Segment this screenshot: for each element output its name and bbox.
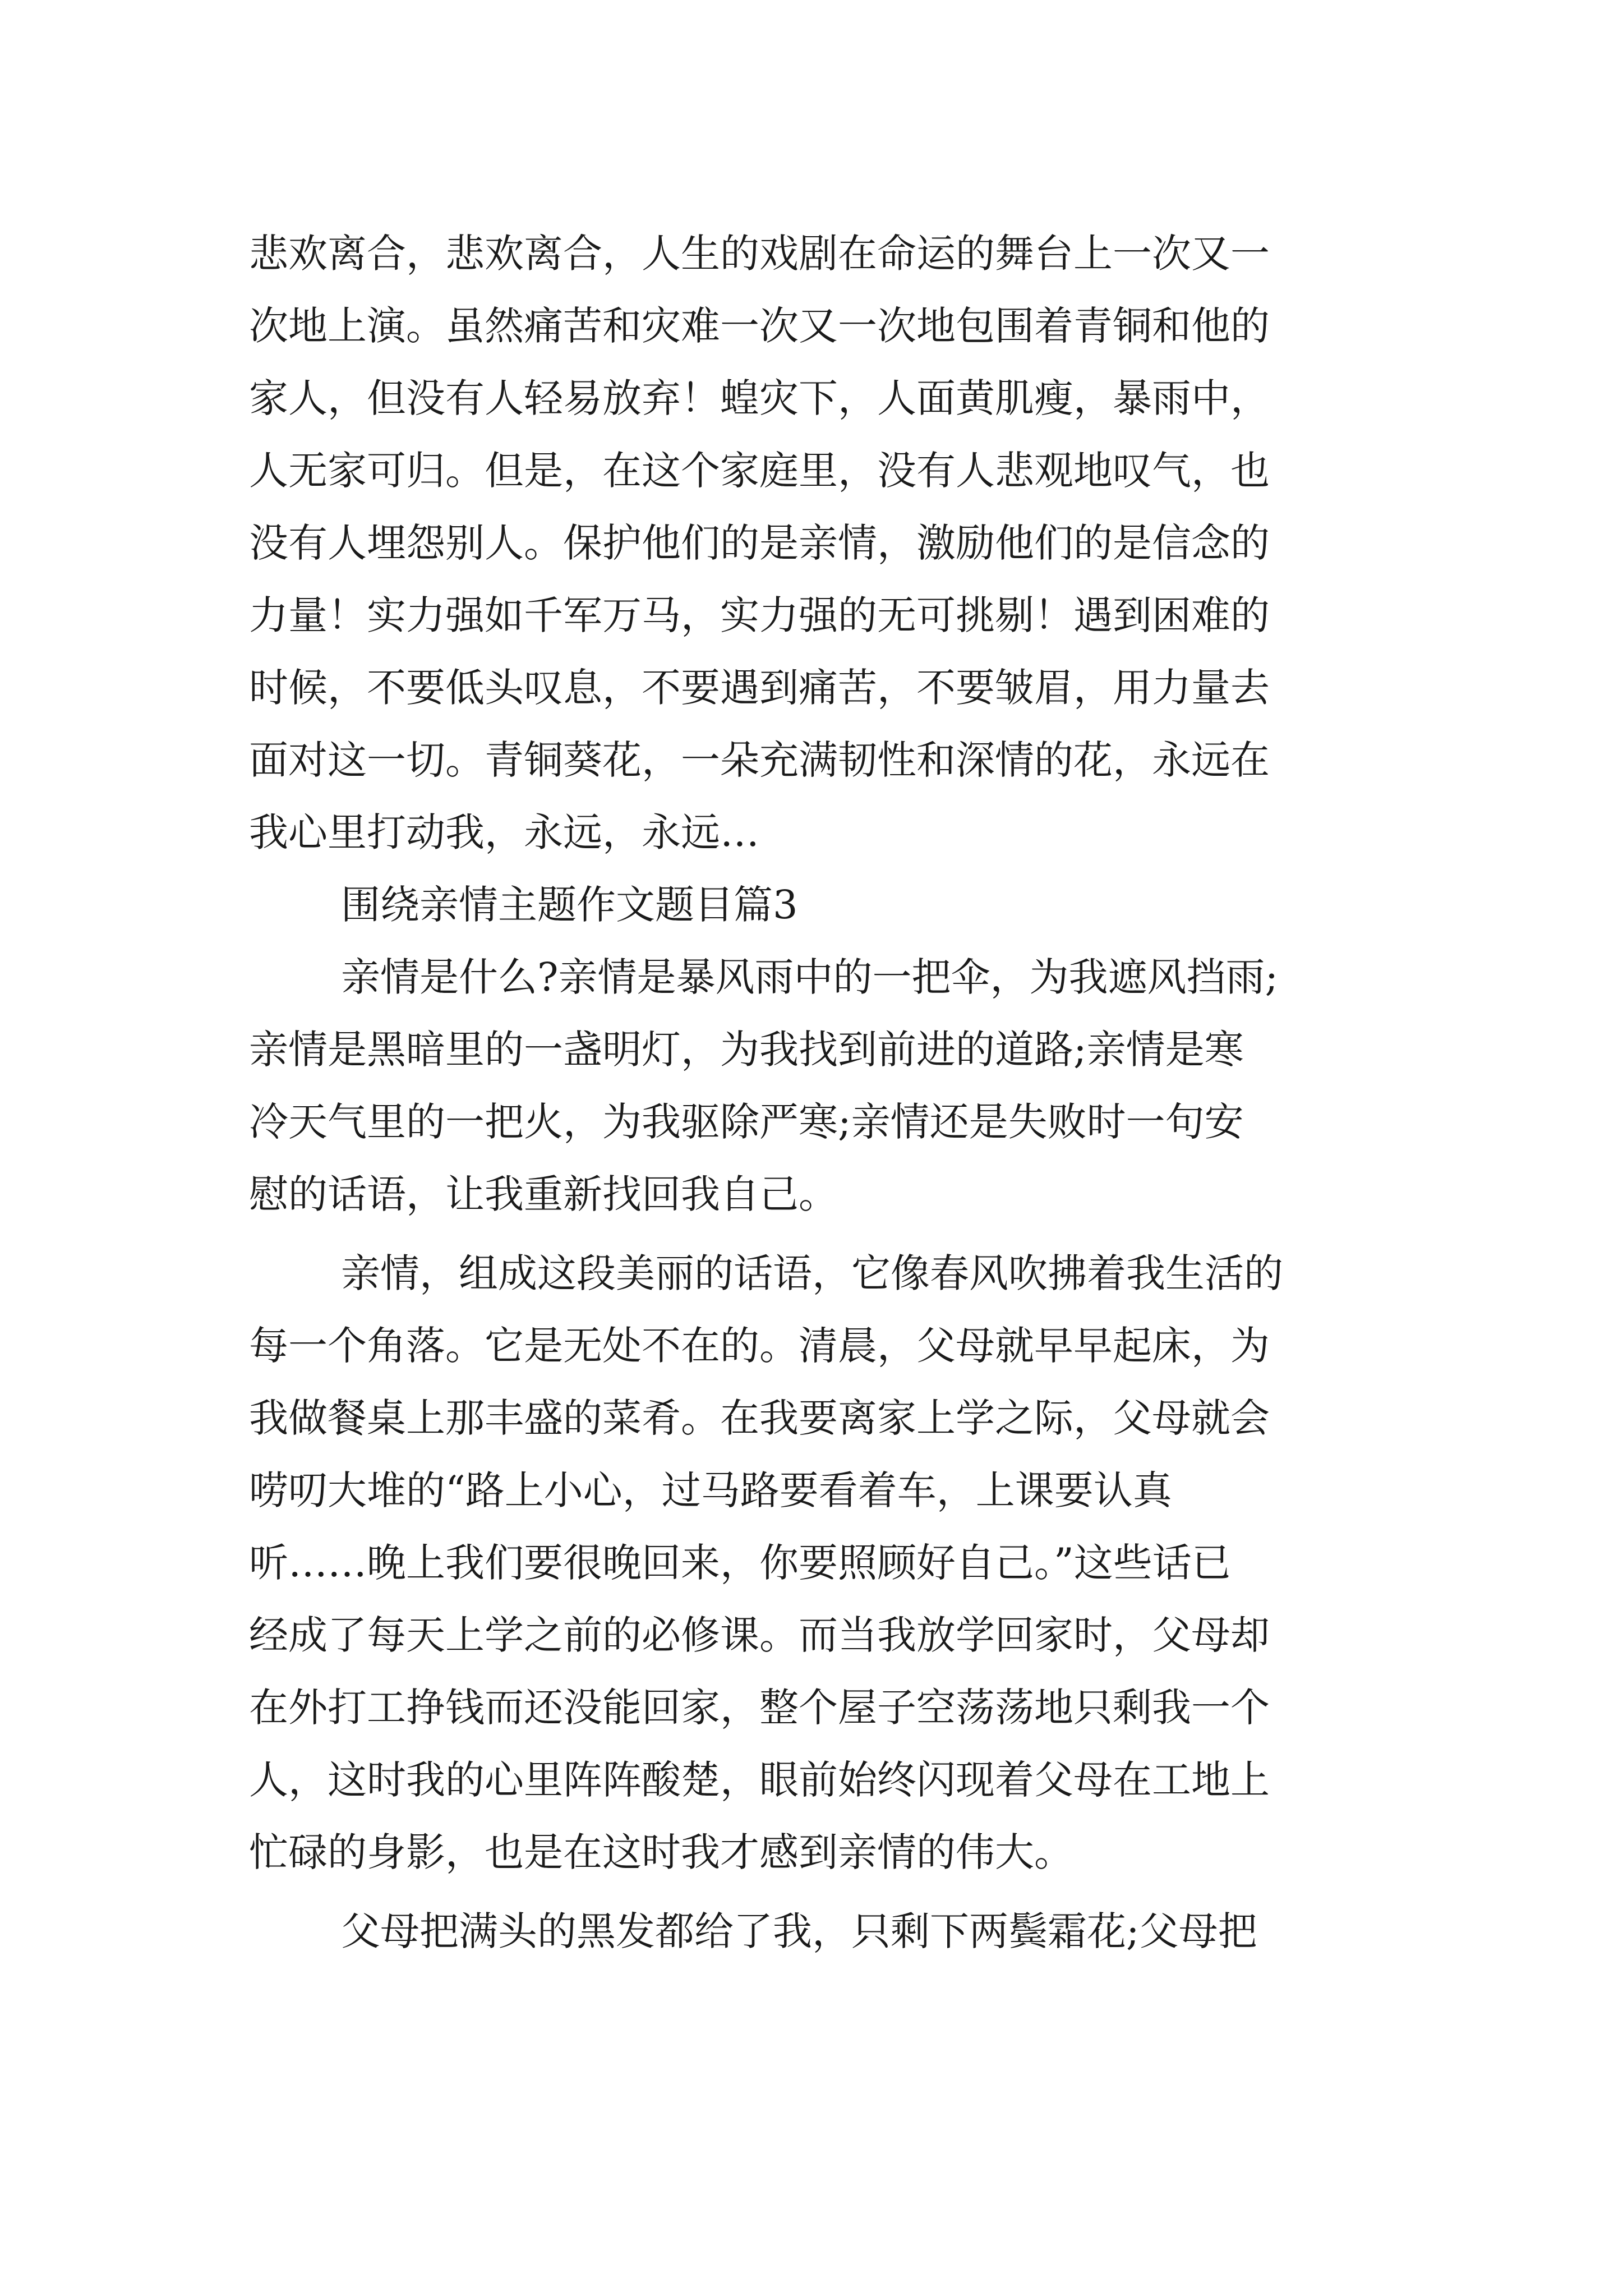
text-line: 我做餐桌上那丰盛的菜肴。在我要离家上学之际，父母就会 (249, 1395, 1270, 1441)
paragraph-gap (249, 1231, 1387, 1237)
document-body (249, 218, 1387, 1968)
text-line: 家人，但没有人轻易放弃！蝗灾下，人面黄肌瘦，暴雨中， (249, 375, 1270, 421)
text-line: 力量！实力强如千军万马，实力强的无可挑剔！遇到困难的 (249, 592, 1270, 638)
text-line: 忙碌的身影，也是在这时我才感到亲情的伟大。 (249, 1829, 1073, 1875)
text-line: 唠叨大堆的“路上小心，过马路要看着车，上课要认真 (249, 1467, 1172, 1513)
text-line: 人，这时我的心里阵阵酸楚，眼前始终闪现着父母在工地上 (249, 1757, 1270, 1803)
text-line: 慰的话语，让我重新找回我自己。 (249, 1171, 838, 1217)
paragraph-start-line: 亲情是什么?亲情是暴风雨中的一把伞，为我遮风挡雨; (341, 954, 1279, 1000)
paragraph-start-line: 亲情，组成这段美丽的话语，它像春风吹拂着我生活的 (341, 1250, 1283, 1296)
text-line: 没有人埋怨别人。保护他们的是亲情，激励他们的是信念的 (249, 520, 1270, 566)
paragraph-gap (249, 1889, 1387, 1895)
text-line: 听……晚上我们要很晚回来，你要照顾好自己。”这些话已 (249, 1540, 1231, 1586)
text-line: 亲情是黑暗里的一盏明灯，为我找到前进的道路;亲情是寒 (249, 1027, 1244, 1073)
section-heading: 围绕亲情主题作文题目篇3 (341, 882, 798, 928)
text-line: 人无家可归。但是，在这个家庭里，没有人悲观地叹气，也 (249, 448, 1270, 494)
paragraph-start-line: 父母把满头的黑发都给了我，只剩下两鬓霜花;父母把 (341, 1908, 1257, 1954)
text-line: 冷天气里的一把火，为我驱除严寒;亲情还是失败时一句安 (249, 1099, 1244, 1145)
text-line: 每一个角落。它是无处不在的。清晨，父母就早早起床，为 (249, 1323, 1270, 1369)
text-line: 次地上演。虽然痛苦和灾难一次又一次地包围着青铜和他的 (249, 303, 1270, 349)
text-line: 在外打工挣钱而还没能回家，整个屋子空荡荡地只剩我一个 (249, 1685, 1270, 1731)
text-line: 时候，不要低头叹息，不要遇到痛苦，不要皱眉，用力量去 (249, 665, 1270, 711)
text-line: 经成了每天上学之前的必修课。而当我放学回家时，父母却 (249, 1612, 1270, 1658)
text-line: 我心里打动我，永远，永远… (249, 809, 759, 855)
text-line: 悲欢离合，悲欢离合，人生的戏剧在命运的舞台上一次又一 (249, 231, 1270, 277)
text-line: 面对这一切。青铜葵花，一朵充满韧性和深情的花，永远在 (249, 737, 1270, 783)
